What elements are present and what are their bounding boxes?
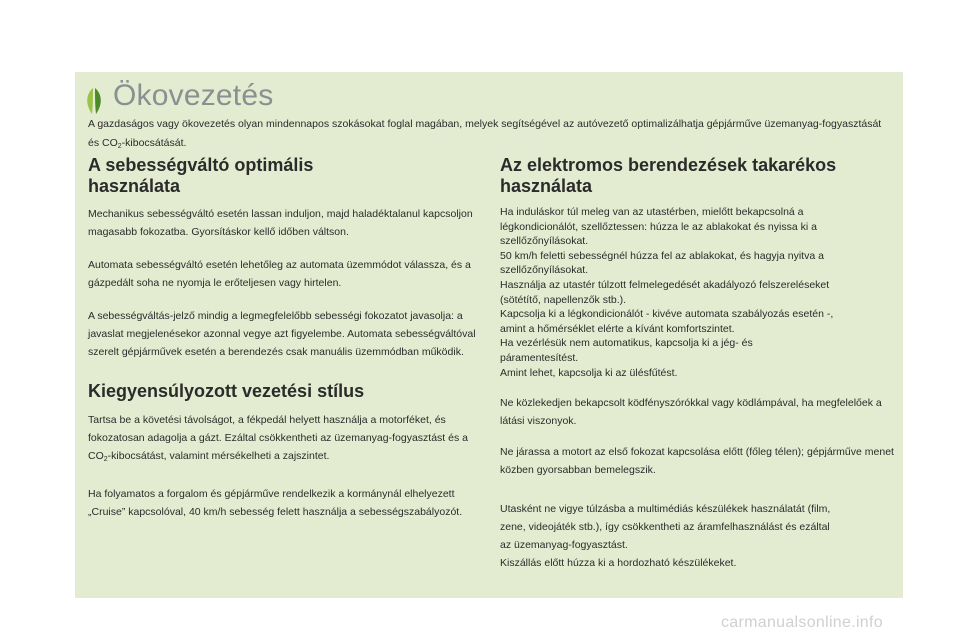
intro-paragraph: A gazdaságos vagy ökovezetés olyan mindennapos szokásokat foglal magában, melyek segítségével az autóvezető optimalizálhatja gépjárműve üzemanyag-fogyasztását és $CO_2$-kibocsátását. — [88, 118, 882, 150]
paragraph-cruise-control: Ha folyamatos a forgalom és gépjárműve rendelkezik a kormánynál elhelyezett „Cruise” kapcsolóval, 40 km/h sebesség felett használja a sebességszabályozót. — [88, 488, 463, 518]
paragraph-gearshift-indicator: A sebességváltás-jelző mindig a legmegfelelőbb sebességi fokozatot javasolja: a javaslat megjelenésekor azonnal vegye azt figyelembe. Automata sebességváltóval szerelt gépjárművek esetén a berendezés csak manuális üzemmódban működik. — [88, 310, 476, 358]
heading-driving-style: Kiegyensúlyozott vezetési stílus — [88, 381, 365, 401]
paragraph-fog-lights: Ne közlekedjen bekapcsolt ködfényszórókkal vagy ködlámpával, ha megfelelőek a látási viszonyok. — [500, 397, 882, 428]
heading-electrical: Az elektromos berendezések takarékos használata — [500, 155, 837, 196]
eco-leaf-icon — [83, 86, 105, 116]
watermark: carmanualsonline.info — [721, 614, 883, 631]
paragraph-automatic-gearbox: Automata sebességváltó esetén lehetőleg az automata üzemmódot válassza, és a gázpedált soha ne nyomja le erőteljesen vagy hirtelen. — [88, 259, 471, 289]
left-column — [88, 155, 483, 521]
heading-gearbox: A sebességváltó optimális használata — [88, 155, 314, 196]
paragraph-air-conditioning: Ha induláskor túl meleg van az utastérben, mielőtt bekapcsolná a légkondicionálót, szellőztessen: húzza le az ablakokat és nyissa ki a szellőzőnyílásokat. 50 km/h feletti sebességnél húzza fel az ablakokat, és hagyja nyitva a szellőzőnyílásokat. Használja az utastér túlzott felmelegedését akadályozó felszereléseket (sötétítő, napellenzők stb.). Kapcsolja ki a légkondicionálót - kivéve automata szabályozás esetén -, amint a hőmérséklet elérte a kívánt komfortszintet. Ha vezérlésük nem automatikus, kapcsolja ki a jég- és páramentesítést. Amint lehet, kapcsolja ki az ülésfűtést. — [500, 206, 834, 379]
paragraph-engine-idle: Ne járassa a motort az első fokozat kapcsolása előtt (főleg télen); gépjárműve menet közben gyorsabban bemelegszik. — [500, 446, 894, 477]
right-column — [500, 155, 895, 572]
page-title: Ökovezetés — [113, 79, 274, 112]
paragraph-manual-gearbox: Mechanikus sebességváltó esetén lassan induljon, majd haladéktalanul kapcsoljon magasabb fokozatba. Gyorsításkor kellő időben váltson. — [88, 208, 473, 238]
paragraph-multimedia: Utasként ne vigye túlzásba a multimédiás készülékek használatát (film, zene, videojáték stb.), így csökkentheti az áramfelhasználást és ezáltal az üzemanyag-fogyasztást. Kiszállás előtt húzza ki a hordozható készülékeket. — [500, 503, 831, 570]
paragraph-following-distance: Tartsa be a követési távolságot, a fékpedál helyett használja a motorféket, és fokozatosan adagolja a gázt. Ezáltal csökkentheti az üzemanyag-fogyasztást és a $CO_2$-kibocsátást, valamint mérsékelheti a zajszintet. — [88, 414, 468, 463]
